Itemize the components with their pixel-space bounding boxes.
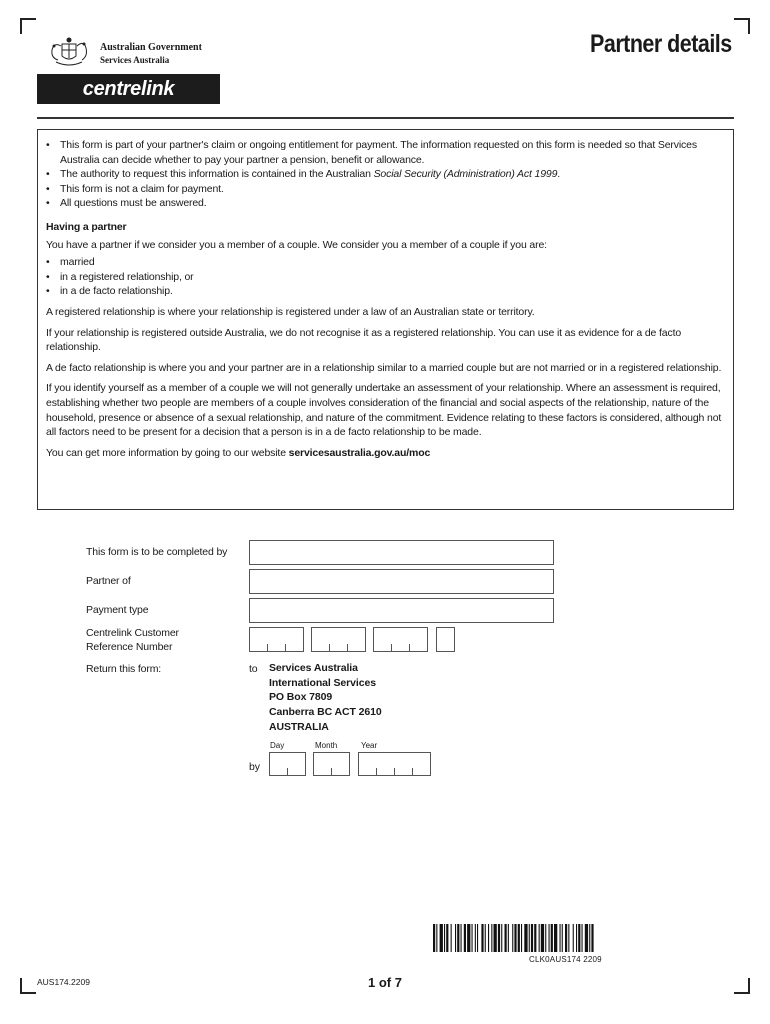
return-day-field[interactable] (269, 752, 306, 776)
authority-end: . (557, 168, 561, 181)
crn-field-group-2[interactable] (311, 627, 366, 652)
paragraph: A de facto relationship is where you and your partner are in a relationship similar to a married couple but are not married or in a registered relationship. (46, 361, 722, 374)
website-link[interactable]: servicesaustralia.gov.au/moc (288, 446, 431, 459)
act-name: Social Security (Administration) Act 1999 (373, 168, 558, 181)
centrelink-logo: centrelink (37, 74, 220, 104)
day-label: Day (270, 741, 285, 750)
paragraph: A registered relationship is where your relationship is registered under a law of an Australian state or territory. (46, 305, 535, 318)
page-number: 1 of 7 (368, 975, 402, 990)
government-name: Australian Government (100, 42, 202, 53)
information-box (37, 129, 734, 510)
paragraph: If you identify yourself as a member of a couple we will not generally undertake an assessment of your relationship. Where an assessment is required, establishing whether two people are members of a couple involves consideration of the financial and social aspects of the relationship, nature of the household, presence or absence of a sexual relationship, and nature of the commitment. Evidence relating to these factors is considered, although not all factors need to be present for a decision that a person is in a de facto relationship to be made. (46, 382, 722, 439)
year-label: Year (361, 741, 378, 750)
address-line: Canberra BC ACT 2610 (269, 706, 382, 719)
crop-mark-top-right (734, 18, 750, 34)
form-code: AUS174.2209 (37, 977, 90, 987)
agency-name: Services Australia (100, 55, 170, 65)
page-title: Partner details (590, 30, 732, 58)
partner-of-field[interactable] (249, 569, 554, 594)
return-label: Return this form: (86, 663, 162, 675)
crn-field-group-3[interactable] (373, 627, 428, 652)
address-line: International Services (269, 676, 376, 689)
address-line: AUSTRALIA (269, 720, 329, 733)
list-item: • married (46, 255, 723, 270)
coat-of-arms-icon (46, 36, 92, 70)
paragraph: If your relationship is registered outside Australia, we do not recognise it as a registered relationship. You can use it as evidence for a de facto relationship. (46, 326, 682, 354)
list-item: • in a de facto relationship. (46, 284, 723, 299)
crn-field-check-digit[interactable] (436, 627, 455, 652)
intro-list (46, 138, 723, 211)
intro-item: • This form is part of your partner's claim or ongoing entitlement for payment. The information requested on this form is needed so that Services Australia can decide whether to pay your partner a pension, benefit or allowance. (46, 138, 723, 167)
barcode-text: CLK0AUS174 2209 (529, 955, 602, 964)
address-line: Services Australia (269, 662, 358, 674)
intro-item-authority (46, 167, 723, 182)
intro-item: • All questions must be answered. (46, 196, 723, 211)
completed-by-label: This form is to be completed by (86, 546, 228, 558)
return-month-field[interactable] (313, 752, 350, 776)
month-label: Month (315, 741, 338, 750)
completed-by-field[interactable] (249, 540, 554, 565)
website-prefix: You can get more information by going to our website (46, 446, 289, 459)
crn-field-group-1[interactable] (249, 627, 304, 652)
address-line: PO Box 7809 (269, 691, 333, 704)
intro-item: • This form is not a claim for payment. (46, 182, 723, 197)
crn-label-line-2: Reference Number (86, 641, 173, 653)
list-item: • in a registered relationship, or (46, 270, 723, 285)
crop-mark-top-left (20, 18, 36, 34)
to-label: to (249, 663, 258, 675)
paragraph: You have a partner if we consider you a member of a couple. We consider you a member of a couple if you are: (46, 238, 547, 251)
payment-type-label: Payment type (86, 604, 149, 616)
paragraph-website (46, 446, 723, 461)
barcode-icon (433, 924, 703, 952)
by-label: by (249, 761, 260, 773)
return-year-field[interactable] (358, 752, 431, 776)
crn-label-line-1: Centrelink Customer (86, 627, 179, 639)
authority-text: The authority to request this information is contained in the Australian (60, 168, 374, 181)
partner-of-label: Partner of (86, 575, 131, 587)
header-divider (37, 117, 734, 119)
return-address (269, 661, 382, 735)
section-heading: Having a partner (46, 220, 127, 233)
couple-list (46, 255, 723, 299)
payment-type-field[interactable] (249, 598, 554, 623)
